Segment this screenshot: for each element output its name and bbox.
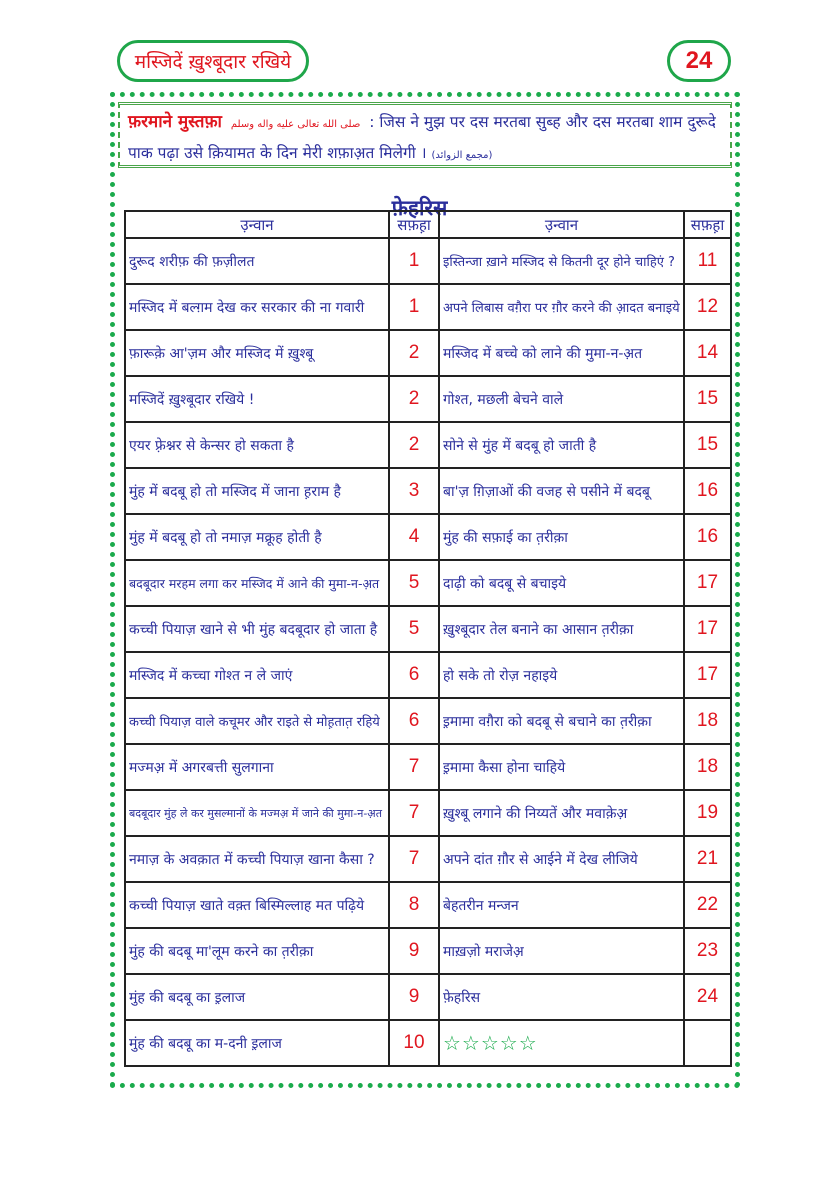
entry-page-right: 14 — [684, 330, 731, 376]
entry-page-left: 2 — [389, 422, 439, 468]
entry-page-right: 16 — [684, 514, 731, 560]
entry-page-right: 15 — [684, 422, 731, 468]
entry-title-left: कच्ची पियाज़ खाने से भी मुंह बदबूदार हो जाता है — [125, 606, 389, 652]
entry-title-left: बदबूदार मरहम लगा कर मस्जिद में आने की मुमा-न-अ़त — [125, 560, 389, 606]
entry-title-left: बदबूदार मुंह ले कर मुसल्मानों के मज्मअ़ में जाने की मुमा-न-अ़त — [125, 790, 389, 836]
entry-page-right: 17 — [684, 652, 731, 698]
entry-title-left: नमाज़ के अवक़ात में कच्ची पियाज़ खाना कैसा ? — [125, 836, 389, 882]
entry-page-right: 18 — [684, 698, 731, 744]
entry-title-right: बा'ज़ ग़िज़ाओं की वजह से पसीने में बदबू — [439, 468, 684, 514]
table-row — [125, 606, 731, 652]
entry-page-left: 2 — [389, 376, 439, 422]
table-row — [125, 836, 731, 882]
table-row — [125, 376, 731, 422]
entry-title-right: बेहतरीन मन्जन — [439, 882, 684, 928]
entry-page-left: 6 — [389, 652, 439, 698]
table-row — [125, 882, 731, 928]
entry-title-left: कच्ची पियाज़ वाले कचूमर और राइते से मोह़तात़ रहिये — [125, 698, 389, 744]
table-row — [125, 468, 731, 514]
entry-title-right: गोश्त, मछली बेचने वाले — [439, 376, 684, 422]
entry-title-left: मस्जिद में बल्ग़म देख कर सरकार की ना गवारी — [125, 284, 389, 330]
entry-title-right: दाढ़ी को बदबू से बचाइये — [439, 560, 684, 606]
quote-reference: (مجمع الزوائد) — [431, 150, 493, 161]
entry-title-right: मस्जिद में बच्चे को लाने की मुमा-न-अ़त — [439, 330, 684, 376]
table-row — [125, 698, 731, 744]
table-row — [125, 974, 731, 1020]
entry-page-left: 10 — [389, 1020, 439, 1066]
entry-title-right: इ़मामा कैसा होना चाहिये — [439, 744, 684, 790]
entry-page-left: 7 — [389, 836, 439, 882]
entry-page-left: 9 — [389, 928, 439, 974]
table-body — [125, 238, 731, 1066]
page-number-badge — [667, 40, 731, 82]
hadith-quote-box — [118, 102, 732, 168]
quote-lead: फ़रमाने मुस्तफ़ा — [128, 112, 222, 132]
entry-page-left: 1 — [389, 238, 439, 284]
entry-title-left: मुंह की बदबू का म-दनी इ़लाज — [125, 1020, 389, 1066]
entry-title-left: कच्ची पियाज़ खाते वक़्त बिस्मिल्लाह मत पढ़िये — [125, 882, 389, 928]
header-title-left: उ़न्वान — [125, 211, 389, 238]
entry-page-right: 18 — [684, 744, 731, 790]
entry-title-left: फ़ारूक़े आ'ज़म और मस्जिद में ख़ुश्बू — [125, 330, 389, 376]
header-page-right: सफ़ह़ा — [684, 211, 731, 238]
table-row — [125, 928, 731, 974]
entry-page-right: 23 — [684, 928, 731, 974]
entry-page-right: 16 — [684, 468, 731, 514]
entry-title-left: मुंह की बदबू का इ़लाज — [125, 974, 389, 1020]
quote-salutation: صلى الله تعالى عليه واله وسلم — [230, 119, 361, 130]
entry-page-right: 11 — [684, 238, 731, 284]
entry-title-right: सोने से मुंह में बदबू हो जाती है — [439, 422, 684, 468]
entry-page-right: 17 — [684, 606, 731, 652]
table-row — [125, 422, 731, 468]
entry-page-left: 1 — [389, 284, 439, 330]
entry-title-left: एयर फ़्रेश्नर से केन्सर हो सकता है — [125, 422, 389, 468]
entry-page-left: 4 — [389, 514, 439, 560]
entry-page-left: 3 — [389, 468, 439, 514]
entry-title-right: ख़ुश्बूदार तेल बनाने का आसान त़रीक़ा — [439, 606, 684, 652]
table-row — [125, 652, 731, 698]
entry-page-left: 9 — [389, 974, 439, 1020]
decorative-stars: ☆☆☆☆☆ — [439, 1020, 684, 1066]
entry-page-right — [684, 1020, 731, 1066]
table-row — [125, 744, 731, 790]
entry-title-right: फ़ेहरिस — [439, 974, 684, 1020]
table-row — [125, 514, 731, 560]
table-header-row — [125, 211, 731, 238]
entry-page-right: 24 — [684, 974, 731, 1020]
entry-page-right: 12 — [684, 284, 731, 330]
table-row — [125, 330, 731, 376]
entry-title-left: मज्मअ़ में अगरबत्ती सुलगाना — [125, 744, 389, 790]
header-page-left: सफ़ह़ा — [389, 211, 439, 238]
entry-title-left: मस्जिद में कच्चा गोश्त न ले जाएं — [125, 652, 389, 698]
entry-page-right: 22 — [684, 882, 731, 928]
page-number: 24 — [685, 47, 713, 74]
table-row — [125, 790, 731, 836]
table-row — [125, 238, 731, 284]
table-row — [125, 1020, 731, 1066]
entry-title-left: मुंह की बदबू मा'लूम करने का त़रीक़ा — [125, 928, 389, 974]
table-row — [125, 284, 731, 330]
entry-page-right: 17 — [684, 560, 731, 606]
entry-page-left: 6 — [389, 698, 439, 744]
table-of-contents — [124, 210, 732, 1067]
entry-title-left: मुंह में बदबू हो तो नमाज़ मक्रूह होती है — [125, 514, 389, 560]
entry-title-right: अपने दांत ग़ौर से आईने में देख लीजिये — [439, 836, 684, 882]
entry-page-left: 7 — [389, 790, 439, 836]
chapter-title: मस्जिदें ख़ुश्बूदार रखिये — [134, 51, 292, 73]
entry-title-right: हो सके तो रोज़ नहाइये — [439, 652, 684, 698]
entry-title-left: मस्जिदें ख़ुश्बूदार रखिये ! — [125, 376, 389, 422]
entry-page-right: 21 — [684, 836, 731, 882]
entry-title-right: इस्तिन्जा ख़ाने मस्जिद से कितनी दूर होने चाहिएं ? — [439, 238, 684, 284]
entry-page-left: 5 — [389, 606, 439, 652]
entry-page-right: 15 — [684, 376, 731, 422]
entry-page-left: 5 — [389, 560, 439, 606]
quote-text: : जिस ने मुझ पर दस मरतबा सुब्ह और दस मरतबा शाम दुरूदे पाक पढ़ा उसे क़ियामत के दिन मेरी शफ़ाअ़त मिलेगी । — [128, 113, 716, 162]
entry-page-left: 7 — [389, 744, 439, 790]
entry-title-right: इ़मामा वग़ैरा को बदबू से बचाने का त़रीक़ा — [439, 698, 684, 744]
index-title: फ़ेहरिस — [391, 196, 448, 220]
entry-title-left: मुंह में बदबू हो तो मस्जिद में जाना ह़राम है — [125, 468, 389, 514]
header-title-right: उ़न्वान — [439, 211, 684, 238]
entry-title-right: अपने लिबास वग़ैरा पर ग़ौर करने की आ़दत बनाइये — [439, 284, 684, 330]
entry-title-right: माख़ज़ो मराजेअ़ — [439, 928, 684, 974]
entry-title-left: दुरूद शरीफ़ की फ़ज़ीलत — [125, 238, 389, 284]
chapter-title-badge — [117, 40, 309, 82]
entry-page-left: 8 — [389, 882, 439, 928]
entry-page-left: 2 — [389, 330, 439, 376]
entry-title-right: मुंह की सफ़ाई का त़रीक़ा — [439, 514, 684, 560]
table-row — [125, 560, 731, 606]
entry-page-right: 19 — [684, 790, 731, 836]
entry-title-right: ख़ुश्बू लगाने की निय्यतें और मवाक़ेअ़ — [439, 790, 684, 836]
